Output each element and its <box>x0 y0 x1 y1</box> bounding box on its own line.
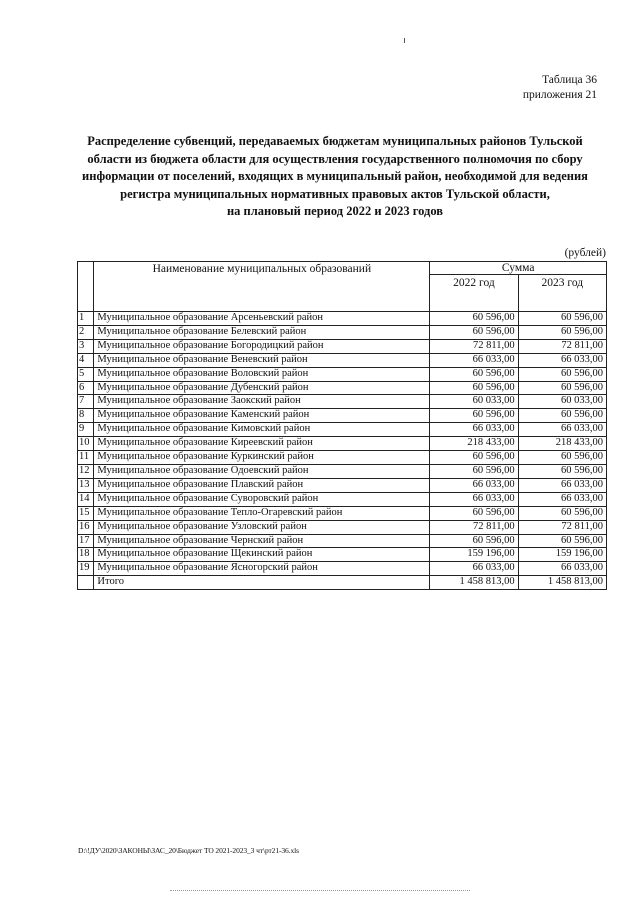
municipality-name: Муниципальное образование Киреевский район <box>94 437 430 451</box>
amount-2022: 60 596,00 <box>430 312 518 326</box>
amount-2022: 72 811,00 <box>430 339 518 353</box>
row-number: 13 <box>78 478 94 492</box>
amount-2023: 218 433,00 <box>518 437 606 451</box>
row-number: 11 <box>78 451 94 465</box>
municipality-name: Муниципальное образование Одоевский район <box>94 464 430 478</box>
amount-2022: 159 196,00 <box>430 548 518 562</box>
amount-2022: 60 596,00 <box>430 534 518 548</box>
amount-2022: 60 596,00 <box>430 367 518 381</box>
amount-2023: 60 033,00 <box>518 395 606 409</box>
municipality-name: Муниципальное образование Щекинский район <box>94 548 430 562</box>
amount-2022: 60 596,00 <box>430 464 518 478</box>
municipality-name: Муниципальное образование Суворовский район <box>94 492 430 506</box>
amount-2022: 60 596,00 <box>430 506 518 520</box>
title-line: области из бюджета области для осуществления государственного полномочия по сбору <box>87 151 583 166</box>
row-number: 17 <box>78 534 94 548</box>
municipality-name: Муниципальное образование Веневский район <box>94 353 430 367</box>
table-row <box>78 367 607 381</box>
total-2022: 1 458 813,00 <box>430 576 518 590</box>
table-row <box>78 492 607 506</box>
table-row <box>78 464 607 478</box>
amount-2023: 60 596,00 <box>518 312 606 326</box>
municipality-name: Муниципальное образование Плавский район <box>94 478 430 492</box>
subventions-table <box>77 261 607 590</box>
row-number: 12 <box>78 464 94 478</box>
row-number: 15 <box>78 506 94 520</box>
row-number: 3 <box>78 339 94 353</box>
municipality-name: Муниципальное образование Куркинский район <box>94 451 430 465</box>
amount-2022: 66 033,00 <box>430 492 518 506</box>
row-number: 6 <box>78 381 94 395</box>
table-row <box>78 520 607 534</box>
amount-2023: 72 811,00 <box>518 520 606 534</box>
municipality-name: Муниципальное образование Тепло-Огаревский район <box>94 506 430 520</box>
municipality-name: Муниципальное образование Белевский район <box>94 325 430 339</box>
municipality-name: Муниципальное образование Богородицкий район <box>94 339 430 353</box>
table-row <box>78 353 607 367</box>
header-number-cell <box>78 262 94 312</box>
table-row <box>78 437 607 451</box>
table-row <box>78 548 607 562</box>
title-line: на плановый период 2022 и 2023 годов <box>226 204 444 218</box>
municipality-name: Муниципальное образование Ясногорский район <box>94 562 430 576</box>
amount-2022: 60 596,00 <box>430 381 518 395</box>
row-number: 14 <box>78 492 94 506</box>
row-number: 18 <box>78 548 94 562</box>
title-line: информации от поселений, входящих в муниципальный район, необходимой для ведения <box>82 169 588 183</box>
municipality-name: Муниципальное образование Кимовский район <box>94 423 430 437</box>
municipality-name: Муниципальное образование Воловский район <box>94 367 430 381</box>
municipality-name: Муниципальное образование Каменский район <box>94 409 430 423</box>
row-number: 19 <box>78 562 94 576</box>
table-row <box>78 325 607 339</box>
row-number: 5 <box>78 367 94 381</box>
table-row <box>78 312 607 326</box>
total-label: Итого <box>94 576 430 590</box>
amount-2022: 66 033,00 <box>430 423 518 437</box>
row-number: 10 <box>78 437 94 451</box>
row-number: 7 <box>78 395 94 409</box>
amount-2022: 66 033,00 <box>430 562 518 576</box>
amount-2023: 66 033,00 <box>518 562 606 576</box>
table-row <box>78 381 607 395</box>
file-path: D:\!ДУ\2020\ЗАКОНЫ\ЗАС_20\Бюджет ТО 2021-2023_3 чт\рт21-36.xls <box>78 846 299 855</box>
header-sum: Сумма <box>430 262 607 275</box>
amount-2022: 60 596,00 <box>430 325 518 339</box>
total-row <box>78 576 607 590</box>
amount-2022: 66 033,00 <box>430 478 518 492</box>
header-year-2023: 2023 год <box>518 275 606 312</box>
table-row <box>78 562 607 576</box>
header-name: Наименование муниципальных образований <box>94 262 430 312</box>
amount-2023: 60 596,00 <box>518 367 606 381</box>
document-title <box>80 133 590 221</box>
table-number: Таблица 36 <box>542 74 597 86</box>
amount-2023: 66 033,00 <box>518 423 606 437</box>
municipality-name: Муниципальное образование Чернский район <box>94 534 430 548</box>
amount-2022: 60 596,00 <box>430 409 518 423</box>
table-row <box>78 423 607 437</box>
total-2023: 1 458 813,00 <box>518 576 606 590</box>
table-row <box>78 395 607 409</box>
amount-2023: 60 596,00 <box>518 534 606 548</box>
amount-2023: 60 596,00 <box>518 409 606 423</box>
table-row <box>78 409 607 423</box>
table-row <box>78 339 607 353</box>
municipality-name: Муниципальное образование Заокский район <box>94 395 430 409</box>
amount-2023: 60 596,00 <box>518 506 606 520</box>
amount-2023: 60 596,00 <box>518 451 606 465</box>
row-number: 2 <box>78 325 94 339</box>
row-number: 9 <box>78 423 94 437</box>
municipality-name: Муниципальное образование Узловский район <box>94 520 430 534</box>
table-body <box>78 312 607 576</box>
amount-2022: 60 596,00 <box>430 451 518 465</box>
scan-mark <box>404 38 405 43</box>
amount-2023: 66 033,00 <box>518 478 606 492</box>
table-row <box>78 451 607 465</box>
amount-2023: 66 033,00 <box>518 492 606 506</box>
table-row <box>78 478 607 492</box>
units-label: (рублей) <box>564 247 606 259</box>
table-reference <box>523 73 597 103</box>
amount-2023: 60 596,00 <box>518 325 606 339</box>
municipality-name: Муниципальное образование Дубенский район <box>94 381 430 395</box>
header-year-2022: 2022 год <box>430 275 518 312</box>
amount-2022: 72 811,00 <box>430 520 518 534</box>
row-number: 16 <box>78 520 94 534</box>
amount-2023: 60 596,00 <box>518 464 606 478</box>
amount-2022: 218 433,00 <box>430 437 518 451</box>
table-row <box>78 534 607 548</box>
amount-2023: 60 596,00 <box>518 381 606 395</box>
title-line: регистра муниципальных нормативных правовых актов Тульской области, <box>120 186 550 201</box>
row-number: 8 <box>78 409 94 423</box>
amount-2023: 66 033,00 <box>518 353 606 367</box>
table-row <box>78 506 607 520</box>
row-number: 1 <box>78 312 94 326</box>
municipality-name: Муниципальное образование Арсеньевский район <box>94 312 430 326</box>
total-number-cell <box>78 576 94 590</box>
footer-dots <box>170 890 470 891</box>
amount-2023: 72 811,00 <box>518 339 606 353</box>
title-line: Распределение субвенций, передаваемых бюджетам муниципальных районов Тульской <box>87 134 583 148</box>
amount-2023: 159 196,00 <box>518 548 606 562</box>
table-header <box>78 262 607 312</box>
amount-2022: 60 033,00 <box>430 395 518 409</box>
amount-2022: 66 033,00 <box>430 353 518 367</box>
appendix-number: приложения 21 <box>522 89 597 101</box>
row-number: 4 <box>78 353 94 367</box>
